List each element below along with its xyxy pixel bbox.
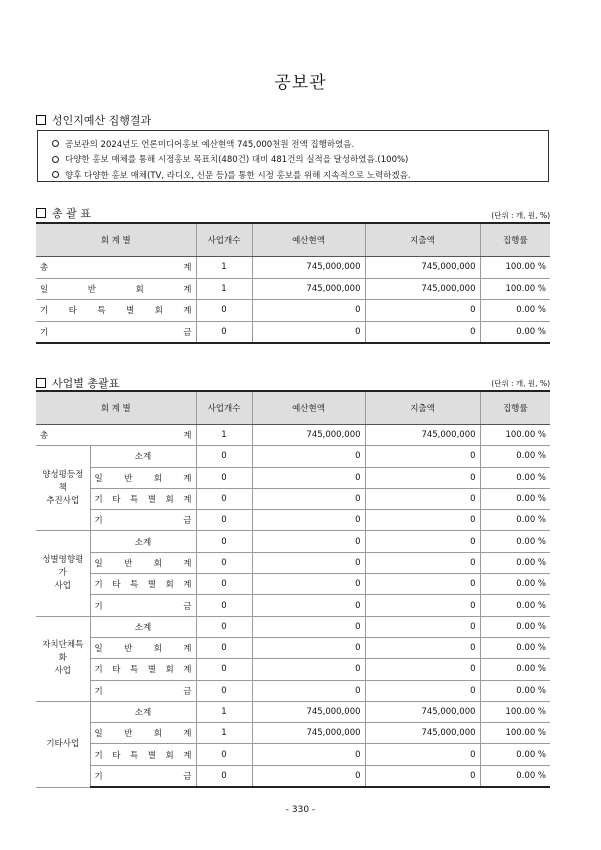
- account-name: [40, 261, 192, 273]
- budget-cell: 745,000,000: [252, 701, 365, 722]
- account-name: [40, 283, 192, 295]
- summary-line-text: 향후 다양한 홍보 매체(TV, 라디오, 신문 등)를 통한 시정 홍보를 위해 지속적으로 노력하겠음.: [65, 170, 411, 181]
- account-name-char: 특: [130, 750, 139, 761]
- account-name-char: 기: [94, 665, 103, 676]
- rate-cell: 0.00 %: [480, 531, 550, 552]
- account-name-cell: [90, 446, 196, 467]
- rate-cell: 0.00 %: [480, 467, 550, 488]
- account-name-char: 기: [94, 495, 103, 506]
- unit-label: (단위 : 개, 원, %): [491, 211, 550, 220]
- rate-cell: 0.00 %: [480, 659, 550, 680]
- account-name-char: 일: [40, 284, 49, 295]
- table-row: [36, 744, 550, 765]
- table-row: [36, 467, 550, 488]
- account-name-char: 회: [165, 495, 174, 506]
- project-group-line: 성별영향평가: [42, 555, 84, 579]
- account-name: [95, 749, 192, 761]
- header-count: 사업개수: [196, 223, 252, 257]
- account-name: [40, 429, 192, 441]
- account-name: [95, 770, 192, 782]
- section-heading-execution: [36, 112, 151, 128]
- page-number: - 330 -: [285, 805, 316, 815]
- account-name: [95, 472, 192, 484]
- project-group-name: [36, 616, 90, 701]
- rate-cell: 0.00 %: [480, 680, 550, 701]
- table-row: [36, 723, 550, 744]
- account-name-cell: [90, 510, 196, 531]
- summary-line-text: 다양한 홍보 매체를 통해 시정홍보 목표치(480건) 대비 481건의 실적을 달성하였음.(100%): [65, 155, 409, 166]
- account-name-char: 별: [147, 750, 156, 761]
- count-cell: 0: [196, 637, 252, 658]
- account-name-char: 계: [183, 580, 192, 591]
- count-cell: 0: [196, 744, 252, 765]
- account-name-char: 기: [94, 601, 103, 612]
- account-name-cell: [36, 425, 196, 446]
- rate-cell: 0.00 %: [480, 552, 550, 573]
- account-name-char: 타: [112, 665, 121, 676]
- account-name-cell: [90, 467, 196, 488]
- account-name-char: 기: [40, 327, 49, 338]
- page-title: 공보관: [274, 73, 327, 93]
- account-name-cell: [90, 765, 196, 787]
- account-name-char: 계: [183, 644, 192, 655]
- account-name-cell: [90, 659, 196, 680]
- count-cell: 0: [196, 321, 252, 343]
- account-name-char: 금: [183, 686, 192, 697]
- spent-cell: 0: [365, 637, 480, 658]
- table-header-row: [36, 223, 550, 257]
- account-name-char: 계: [183, 431, 192, 442]
- account-name: [40, 326, 192, 338]
- table-row: [36, 552, 550, 573]
- account-name: 소계: [134, 622, 152, 633]
- rate-cell: 0.00 %: [480, 321, 550, 343]
- table-row: [36, 637, 550, 658]
- count-cell: 0: [196, 467, 252, 488]
- account-name-char: 기: [94, 686, 103, 697]
- account-name-char: 계: [183, 558, 192, 569]
- budget-cell: 745,000,000: [252, 723, 365, 744]
- budget-cell: 0: [252, 467, 365, 488]
- rate-cell: 0.00 %: [480, 510, 550, 531]
- account-name: [95, 514, 192, 526]
- checkbox-icon: [36, 208, 46, 218]
- account-name-char: 회: [153, 558, 162, 569]
- account-name-char: 기: [40, 306, 49, 317]
- project-group-line: 기타사업: [46, 738, 80, 749]
- header-count: 사업개수: [196, 391, 252, 425]
- spent-cell: 0: [365, 488, 480, 509]
- section-heading-text: 성인지예산 집행결과: [52, 114, 152, 127]
- spent-cell: 0: [365, 744, 480, 765]
- account-name: [95, 493, 192, 505]
- account-name-char: 계: [183, 495, 192, 506]
- count-cell: 0: [196, 765, 252, 787]
- account-name-cell: [36, 321, 196, 343]
- header-account: 회 계 별: [36, 223, 196, 257]
- budget-cell: 0: [252, 488, 365, 509]
- budget-cell: 0: [252, 680, 365, 701]
- account-name-char: 특: [130, 580, 139, 591]
- table-row: [36, 510, 550, 531]
- rate-cell: 100.00 %: [480, 278, 550, 300]
- execution-summary-box: [37, 130, 549, 182]
- budget-cell: 745,000,000: [252, 425, 365, 446]
- spent-cell: 0: [365, 659, 480, 680]
- header-rate: 집행률: [480, 223, 550, 257]
- count-cell: 1: [196, 723, 252, 744]
- table-row: [36, 531, 550, 552]
- account-name: [95, 685, 192, 697]
- spent-cell: 0: [365, 552, 480, 573]
- account-name-char: 회: [154, 306, 163, 317]
- spent-cell: 0: [365, 446, 480, 467]
- account-name-char: 금: [183, 601, 192, 612]
- count-cell: 1: [196, 278, 252, 300]
- table-row: [36, 701, 550, 722]
- account-name: [95, 642, 192, 654]
- account-name-char: 타: [112, 580, 121, 591]
- account-name-char: 회: [153, 644, 162, 655]
- circle-bullet-icon: [52, 140, 59, 147]
- circle-bullet-icon: [52, 171, 59, 178]
- budget-cell: 0: [252, 744, 365, 765]
- account-name: 소계: [134, 708, 152, 718]
- count-cell: 0: [196, 510, 252, 531]
- budget-cell: 0: [252, 300, 365, 322]
- account-name-char: 반: [87, 284, 96, 295]
- header-account: 회 계 별: [36, 391, 196, 425]
- count-cell: 1: [196, 701, 252, 722]
- account-name: 소계: [134, 452, 152, 463]
- header-budget: 예산현액: [252, 223, 365, 257]
- account-name: [95, 663, 192, 675]
- account-name-char: 총: [40, 431, 49, 442]
- account-name-char: 회: [153, 729, 162, 740]
- budget-cell: 745,000,000: [252, 257, 365, 279]
- rate-cell: 100.00 %: [480, 701, 550, 722]
- account-name-cell: [90, 637, 196, 658]
- account-name-char: 계: [183, 263, 192, 274]
- table-row: [36, 446, 550, 467]
- account-name-cell: [36, 257, 196, 279]
- spent-cell: 0: [365, 616, 480, 637]
- spent-cell: 745,000,000: [365, 701, 480, 722]
- account-name-char: 금: [183, 516, 192, 527]
- account-name-char: 일: [94, 473, 103, 484]
- account-name-char: 계: [183, 306, 192, 317]
- account-name-char: 계: [183, 750, 192, 761]
- project-group-name: [36, 446, 90, 531]
- summary-line: [52, 136, 548, 152]
- count-cell: 0: [196, 595, 252, 616]
- account-name-char: 반: [124, 644, 133, 655]
- account-name-char: 타: [112, 495, 121, 506]
- account-name-char: 금: [183, 771, 192, 782]
- account-name-char: 회: [135, 284, 144, 295]
- budget-cell: 0: [252, 616, 365, 637]
- account-name-char: 별: [147, 580, 156, 591]
- rate-cell: 0.00 %: [480, 446, 550, 467]
- account-name-char: 회: [165, 750, 174, 761]
- account-name-char: 기: [94, 750, 103, 761]
- rate-cell: 0.00 %: [480, 744, 550, 765]
- spent-cell: 745,000,000: [365, 257, 480, 279]
- spent-cell: 0: [365, 680, 480, 701]
- count-cell: 1: [196, 425, 252, 446]
- table-row: [36, 425, 550, 446]
- section-heading-text: 총 괄 표: [52, 207, 91, 220]
- budget-cell: 0: [252, 446, 365, 467]
- account-name-char: 계: [183, 665, 192, 676]
- account-name-cell: [90, 552, 196, 573]
- budget-cell: 0: [252, 574, 365, 595]
- account-name-char: 계: [183, 729, 192, 740]
- account-name-cell: [90, 488, 196, 509]
- account-name-char: 기: [94, 516, 103, 527]
- account-name-char: 일: [94, 558, 103, 569]
- spent-cell: 0: [365, 510, 480, 531]
- rate-cell: 0.00 %: [480, 574, 550, 595]
- project-table: [36, 390, 550, 788]
- account-name-char: 기: [94, 580, 103, 591]
- count-cell: 0: [196, 680, 252, 701]
- account-name-cell: [90, 531, 196, 552]
- table-row: [36, 574, 550, 595]
- budget-cell: 745,000,000: [252, 278, 365, 300]
- rate-cell: 0.00 %: [480, 616, 550, 637]
- account-name-char: 별: [147, 665, 156, 676]
- account-name-cell: [36, 278, 196, 300]
- table-header-row: [36, 391, 550, 425]
- budget-cell: 0: [252, 765, 365, 787]
- account-name: [95, 727, 192, 739]
- rate-cell: 0.00 %: [480, 595, 550, 616]
- count-cell: 1: [196, 257, 252, 279]
- spent-cell: 0: [365, 574, 480, 595]
- account-name-char: 별: [147, 495, 156, 506]
- account-name-char: 총: [40, 263, 49, 274]
- account-name-char: 타: [112, 750, 121, 761]
- spent-cell: 0: [365, 300, 480, 322]
- rate-cell: 100.00 %: [480, 723, 550, 744]
- unit-label: (단위 : 개, 원, %): [491, 379, 550, 388]
- account-name: [95, 557, 192, 569]
- spent-cell: 745,000,000: [365, 278, 480, 300]
- spent-cell: 745,000,000: [365, 723, 480, 744]
- table-row: [36, 595, 550, 616]
- account-name-cell: [90, 723, 196, 744]
- spent-cell: 0: [365, 765, 480, 787]
- table-row: [36, 616, 550, 637]
- count-cell: 0: [196, 616, 252, 637]
- budget-cell: 0: [252, 637, 365, 658]
- account-name-char: 기: [94, 771, 103, 782]
- account-name-cell: [90, 680, 196, 701]
- section-heading-summary: [36, 205, 91, 221]
- summary-table: [36, 222, 550, 344]
- count-cell: 0: [196, 552, 252, 573]
- rate-cell: 0.00 %: [480, 637, 550, 658]
- account-name-char: 특: [130, 665, 139, 676]
- count-cell: 0: [196, 488, 252, 509]
- count-cell: 0: [196, 300, 252, 322]
- account-name-char: 별: [125, 306, 135, 317]
- count-cell: 0: [196, 659, 252, 680]
- project-group-line: 사업: [54, 666, 71, 677]
- account-name-cell: [90, 616, 196, 637]
- rate-cell: 0.00 %: [480, 488, 550, 509]
- account-name-char: 계: [183, 473, 192, 484]
- spent-cell: 745,000,000: [365, 425, 480, 446]
- rate-cell: 0.00 %: [480, 765, 550, 787]
- table-row: [36, 257, 550, 279]
- project-group-name: [36, 701, 90, 787]
- budget-cell: 0: [252, 510, 365, 531]
- account-name-cell: [90, 701, 196, 722]
- spent-cell: 0: [365, 595, 480, 616]
- table-row: [36, 680, 550, 701]
- section-heading-text: 사업별 총괄표: [52, 377, 120, 390]
- budget-cell: 0: [252, 552, 365, 573]
- summary-line: [52, 152, 548, 168]
- account-name-char: 금: [183, 327, 192, 338]
- checkbox-icon: [36, 115, 46, 125]
- account-name-char: 반: [124, 558, 133, 569]
- account-name-char: 계: [183, 284, 192, 295]
- spent-cell: 0: [365, 321, 480, 343]
- account-name-char: 회: [165, 580, 174, 591]
- account-name-char: 일: [94, 729, 103, 740]
- project-group-line: 양성평등정책: [42, 469, 84, 493]
- account-name-cell: [90, 574, 196, 595]
- project-group-line: 사업: [54, 581, 71, 592]
- summary-line: [52, 167, 548, 183]
- account-name-char: 반: [124, 729, 133, 740]
- account-name-char: 반: [124, 473, 133, 484]
- account-name-char: 특: [97, 306, 106, 317]
- budget-cell: 0: [252, 659, 365, 680]
- header-spent: 지출액: [365, 223, 480, 257]
- account-name-char: 일: [94, 644, 103, 655]
- table-row: [36, 659, 550, 680]
- project-group-line: 추진사업: [46, 495, 80, 506]
- account-name: [95, 600, 192, 612]
- table-row: [36, 300, 550, 322]
- project-group-line: 자치단체특화: [42, 640, 84, 664]
- count-cell: 0: [196, 574, 252, 595]
- section-heading-by-project: [36, 375, 119, 391]
- summary-line-text: 공보관의 2024년도 언론미디어홍보 예산현액 745,000천원 전액 집행하였음.: [65, 139, 355, 150]
- rate-cell: 0.00 %: [480, 300, 550, 322]
- header-spent: 지출액: [365, 391, 480, 425]
- account-name-cell: [36, 300, 196, 322]
- table-row: [36, 278, 550, 300]
- budget-cell: 0: [252, 595, 365, 616]
- account-name: 소계: [134, 537, 152, 548]
- count-cell: 0: [196, 446, 252, 467]
- account-name-cell: [90, 744, 196, 765]
- budget-cell: 0: [252, 321, 365, 343]
- spent-cell: 0: [365, 531, 480, 552]
- account-name: [95, 578, 192, 590]
- table-row: [36, 488, 550, 509]
- rate-cell: 100.00 %: [480, 257, 550, 279]
- header-rate: 집행률: [480, 391, 550, 425]
- account-name-char: 회: [153, 473, 162, 484]
- account-name-cell: [90, 595, 196, 616]
- spent-cell: 0: [365, 467, 480, 488]
- count-cell: 0: [196, 531, 252, 552]
- account-name: [40, 304, 192, 316]
- rate-cell: 100.00 %: [480, 425, 550, 446]
- circle-bullet-icon: [52, 156, 59, 163]
- checkbox-icon: [36, 378, 46, 388]
- account-name-char: 특: [130, 495, 139, 506]
- table-row: [36, 321, 550, 343]
- account-name-char: 회: [165, 665, 174, 676]
- budget-cell: 0: [252, 531, 365, 552]
- account-name-char: 타: [68, 306, 77, 317]
- project-group-name: [36, 531, 90, 616]
- header-budget: 예산현액: [252, 391, 365, 425]
- table-row: [36, 765, 550, 787]
